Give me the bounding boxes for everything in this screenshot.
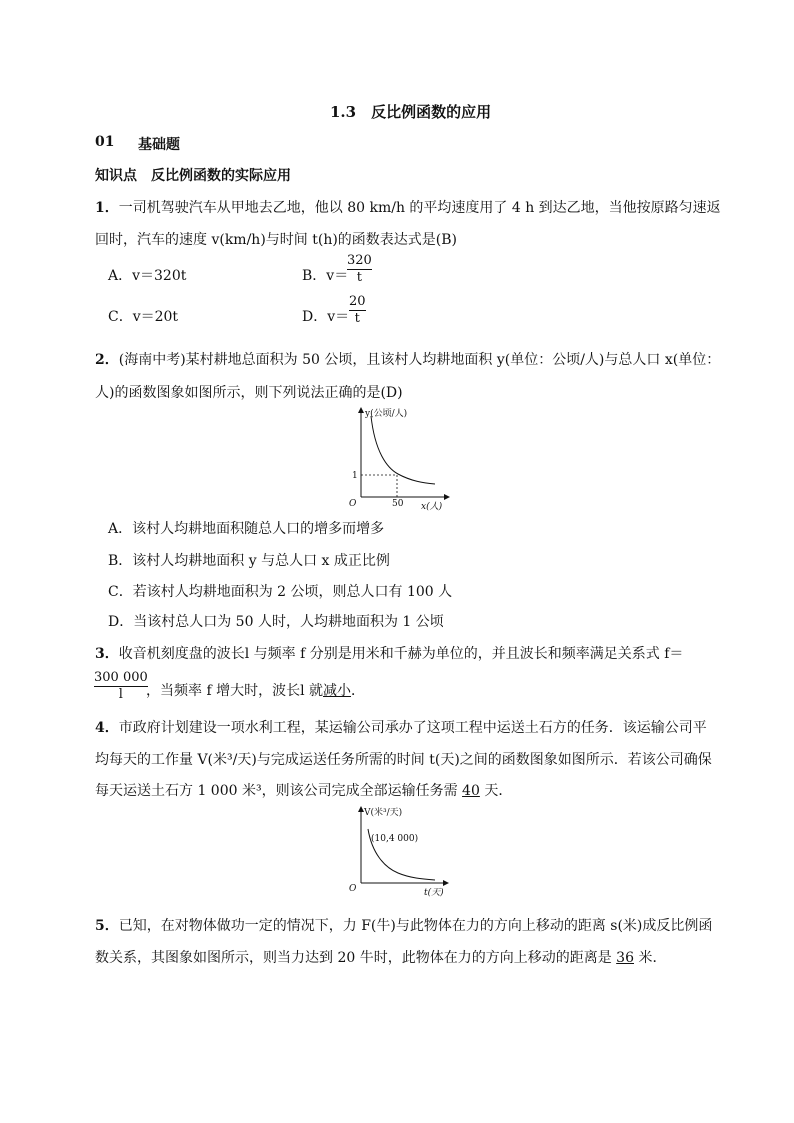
- question-text: [95, 197, 721, 217]
- option-c: C．若该村人均耕地面积为 2 公顷，则总人口有 100 人: [108, 584, 453, 600]
- question-line: (海南中考)某村耕地总面积为 50 公顷，且该村人均耕地面积 y(单位：公顷/人)与总人口 x(单位：: [118, 352, 721, 368]
- x-axis-label: x(人): [421, 502, 443, 512]
- question-text: [95, 717, 707, 737]
- line-text: 天．: [479, 783, 513, 799]
- q4-graph: [340, 803, 455, 898]
- q3-fraction: [94, 671, 148, 702]
- question-line: 市政府计划建设一项水利工程，某运输公司承办了这项工程中运送土石方的任务．该运输公司平: [118, 720, 707, 736]
- question-line: 已知，在对物体做功一定的情况下，力 F(牛)与此物体在力的方向上移动的距离 s(米)成反比例函: [118, 918, 713, 934]
- question-line: 均每天的工作量 V(米³/天)与完成运送任务所需的时间 t(天)之间的函数图象如图所示．若该公司确保: [95, 752, 712, 768]
- answer-blank: 36: [616, 950, 634, 966]
- tick-y-label: 1: [352, 471, 358, 481]
- y-axis-label: y(公顷/人): [365, 409, 408, 419]
- section-name: 基础题: [138, 137, 180, 153]
- question-number: 5．: [95, 918, 119, 934]
- y-axis-label: V(米³/天): [364, 808, 403, 818]
- hyperbola-curve: [371, 416, 435, 484]
- fraction-denominator: t: [356, 270, 363, 285]
- line-text: 数关系，其图象如图所示，则当力达到 20 牛时，此物体在力的方向上移动的距离是: [95, 950, 617, 966]
- option-b-fraction: [347, 254, 372, 285]
- option-b: B．该村人均耕地面积 y 与总人口 x 成正比例: [108, 553, 390, 569]
- tick-x-label: 50: [392, 499, 404, 509]
- question-text: [95, 643, 683, 663]
- question-line: 收音机刻度盘的波长l 与频率 f 分别是用米和千赫为单位的，并且波长和频率满足关系式 f＝: [118, 646, 684, 662]
- option-a: A．该村人均耕地面积随总人口的增多而增多: [108, 521, 385, 537]
- page-title: 1.3 反比例函数的应用: [330, 103, 492, 121]
- question-line: 人)的函数图象如图所示，则下列说法正确的是(D): [95, 385, 403, 401]
- question-line: [146, 680, 365, 700]
- line-text: 每天运送土石方 1 000 米³，则该公司完成全部运输任务需: [95, 783, 463, 799]
- question-line: [95, 947, 666, 967]
- fraction-numerator: 320: [347, 253, 372, 268]
- fraction-numerator: 300 000: [94, 670, 148, 685]
- fraction-denominator: t: [354, 311, 360, 326]
- fraction-denominator: l: [118, 687, 123, 702]
- question-number: 2．: [95, 352, 119, 368]
- question-number: 3．: [95, 646, 119, 662]
- option-a: A．v＝320t: [108, 268, 187, 284]
- section-number: 01: [95, 134, 115, 150]
- question-number: 1．: [95, 200, 119, 216]
- option-d-prefix: D．v＝: [302, 309, 350, 325]
- answer-blank: 减小: [323, 683, 352, 699]
- question-line: 一司机驾驶汽车从甲地去乙地，他以 80 km/h 的平均速度用了 4 h 到达乙地，当他按原路匀速返: [118, 200, 721, 216]
- option-c: C．v＝20t: [108, 309, 179, 325]
- question-line: 回时，汽车的速度 v(km/h)与时间 t(h)的函数表达式是(B): [95, 232, 458, 248]
- line-text: 米．: [634, 950, 667, 966]
- question-line: [95, 780, 512, 800]
- fraction-numerator: 20: [349, 294, 366, 309]
- knowledge-point: 知识点 反比例函数的实际应用: [95, 168, 291, 184]
- option-b-prefix: B．v＝: [302, 268, 349, 284]
- answer-blank: 40: [462, 783, 480, 799]
- line-text: ，当频率 f 增大时，波长l 就: [146, 683, 324, 699]
- question-number: 4．: [95, 720, 119, 736]
- line-text: ．: [351, 683, 366, 699]
- origin-label: O: [349, 884, 357, 894]
- option-d: D．当该村总人口为 50 人时，人均耕地面积为 1 公顷: [108, 614, 444, 630]
- origin-label: O: [349, 499, 357, 509]
- q2-graph: [335, 402, 455, 514]
- x-axis-label: t(天): [424, 888, 444, 898]
- option-d-fraction: [349, 295, 366, 326]
- point-label: (10,4 000): [371, 834, 419, 844]
- question-text: [95, 915, 712, 935]
- question-text: [95, 349, 720, 369]
